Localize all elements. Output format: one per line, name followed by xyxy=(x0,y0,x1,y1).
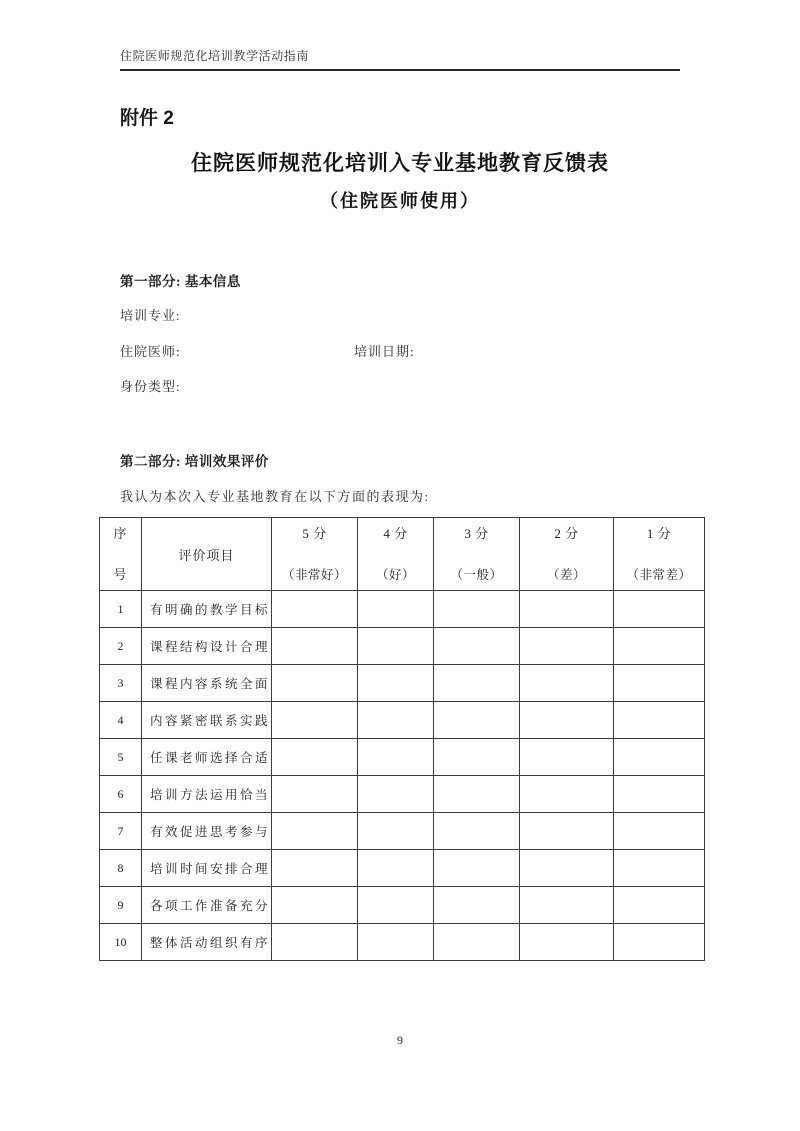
score-cell-2[interactable] xyxy=(520,924,614,961)
score-1-desc: （非常差） xyxy=(626,568,692,582)
evaluation-item: 整体活动组织有序 xyxy=(142,924,272,961)
evaluation-item: 培训时间安排合理 xyxy=(142,850,272,887)
score-cell-4[interactable] xyxy=(358,628,434,665)
row-number: 5 xyxy=(100,739,142,776)
score-cell-1[interactable] xyxy=(614,776,705,813)
header-index-top: 序 xyxy=(113,526,128,541)
score-cell-1[interactable] xyxy=(614,702,705,739)
evaluation-item: 有明确的教学目标 xyxy=(142,591,272,628)
evaluation-item: 课程内容系统全面 xyxy=(142,665,272,702)
table-row xyxy=(100,702,705,739)
score-cell-3[interactable] xyxy=(434,887,520,924)
evaluation-item: 有效促进思考参与 xyxy=(142,813,272,850)
score-cell-3[interactable] xyxy=(434,850,520,887)
score-cell-3[interactable] xyxy=(434,924,520,961)
score-cell-5[interactable] xyxy=(272,628,358,665)
evaluation-item: 任课老师选择合适 xyxy=(142,739,272,776)
page-number: 9 xyxy=(397,1033,403,1047)
score-cell-2[interactable] xyxy=(520,813,614,850)
score-cell-5[interactable] xyxy=(272,591,358,628)
score-cell-5[interactable] xyxy=(272,739,358,776)
score-cell-3[interactable] xyxy=(434,591,520,628)
score-cell-3[interactable] xyxy=(434,813,520,850)
score-4-label: 4 分 xyxy=(383,526,408,541)
row-number: 7 xyxy=(100,813,142,850)
table-row xyxy=(100,924,705,961)
score-cell-4[interactable] xyxy=(358,739,434,776)
field-training-date: 培训日期: xyxy=(354,344,415,359)
section2-heading: 第二部分: 培训效果评价 xyxy=(120,454,269,469)
score-cell-4[interactable] xyxy=(358,887,434,924)
evaluation-item: 课程结构设计合理 xyxy=(142,628,272,665)
field-row-resident-date xyxy=(120,341,680,360)
table-row xyxy=(100,628,705,665)
row-number: 1 xyxy=(100,591,142,628)
score-2-desc: （差） xyxy=(546,568,586,582)
table-row xyxy=(100,665,705,702)
score-cell-1[interactable] xyxy=(614,591,705,628)
header-rule xyxy=(120,69,680,71)
header-index xyxy=(100,518,142,591)
table-row xyxy=(100,776,705,813)
section1-heading: 第一部分: 基本信息 xyxy=(120,274,241,289)
score-cell-4[interactable] xyxy=(358,813,434,850)
score-5-desc: （非常好） xyxy=(281,568,347,582)
score-cell-1[interactable] xyxy=(614,924,705,961)
score-3-label: 3 分 xyxy=(464,526,489,541)
evaluation-table xyxy=(99,517,705,961)
field-resident-doctor: 住院医师: xyxy=(120,344,181,359)
score-cell-4[interactable] xyxy=(358,776,434,813)
score-cell-3[interactable] xyxy=(434,776,520,813)
score-2-label: 2 分 xyxy=(554,526,579,541)
score-cell-4[interactable] xyxy=(358,665,434,702)
header-score-4 xyxy=(358,518,434,591)
table-intro-text: 我认为本次入专业基地教育在以下方面的表现为: xyxy=(120,489,430,504)
score-cell-3[interactable] xyxy=(434,702,520,739)
table-row xyxy=(100,813,705,850)
row-number: 8 xyxy=(100,850,142,887)
score-cell-3[interactable] xyxy=(434,628,520,665)
score-1-label: 1 分 xyxy=(646,526,672,541)
row-number: 10 xyxy=(100,924,142,961)
table-row xyxy=(100,739,705,776)
score-4-desc: （好） xyxy=(375,568,415,582)
score-cell-2[interactable] xyxy=(520,887,614,924)
score-cell-1[interactable] xyxy=(614,850,705,887)
score-cell-2[interactable] xyxy=(520,628,614,665)
table-row xyxy=(100,850,705,887)
header-item-column: 评价项目 xyxy=(142,518,272,591)
running-header: 住院医师规范化培训教学活动指南 xyxy=(120,49,310,63)
header-index-bottom: 号 xyxy=(113,567,128,582)
header-score-1 xyxy=(614,518,705,591)
row-number: 9 xyxy=(100,887,142,924)
score-cell-2[interactable] xyxy=(520,665,614,702)
table-header-row xyxy=(100,518,705,591)
score-cell-2[interactable] xyxy=(520,776,614,813)
score-cell-1[interactable] xyxy=(614,628,705,665)
evaluation-item: 培训方法运用恰当 xyxy=(142,776,272,813)
score-cell-2[interactable] xyxy=(520,591,614,628)
score-cell-5[interactable] xyxy=(272,813,358,850)
score-cell-5[interactable] xyxy=(272,887,358,924)
table-row xyxy=(100,887,705,924)
field-training-major: 培训专业: xyxy=(120,308,181,323)
score-cell-3[interactable] xyxy=(434,739,520,776)
evaluation-item: 各项工作准备充分 xyxy=(142,887,272,924)
score-cell-5[interactable] xyxy=(272,850,358,887)
score-cell-1[interactable] xyxy=(614,665,705,702)
score-cell-1[interactable] xyxy=(614,739,705,776)
document-title: 住院医师规范化培训入专业基地教育反馈表 xyxy=(191,152,609,175)
document-subtitle: （住院医师使用） xyxy=(320,191,480,211)
row-number: 2 xyxy=(100,628,142,665)
score-cell-5[interactable] xyxy=(272,702,358,739)
score-cell-5[interactable] xyxy=(272,776,358,813)
row-number: 3 xyxy=(100,665,142,702)
evaluation-item: 内容紧密联系实践 xyxy=(142,702,272,739)
score-cell-2[interactable] xyxy=(520,702,614,739)
score-cell-2[interactable] xyxy=(520,739,614,776)
header-score-5 xyxy=(272,518,358,591)
score-cell-4[interactable] xyxy=(358,924,434,961)
row-number: 6 xyxy=(100,776,142,813)
score-5-label: 5 分 xyxy=(302,526,327,541)
score-cell-5[interactable] xyxy=(272,924,358,961)
score-3-desc: （一般） xyxy=(450,568,503,582)
score-cell-3[interactable] xyxy=(434,665,520,702)
score-cell-2[interactable] xyxy=(520,850,614,887)
score-cell-4[interactable] xyxy=(358,591,434,628)
attachment-label: 附件 2 xyxy=(120,108,174,129)
score-cell-4[interactable] xyxy=(358,850,434,887)
header-score-3 xyxy=(434,518,520,591)
row-number: 4 xyxy=(100,702,142,739)
header-score-2 xyxy=(520,518,614,591)
field-identity-type: 身份类型: xyxy=(120,379,181,394)
score-cell-1[interactable] xyxy=(614,887,705,924)
table-row xyxy=(100,591,705,628)
score-cell-5[interactable] xyxy=(272,665,358,702)
score-cell-1[interactable] xyxy=(614,813,705,850)
score-cell-4[interactable] xyxy=(358,702,434,739)
